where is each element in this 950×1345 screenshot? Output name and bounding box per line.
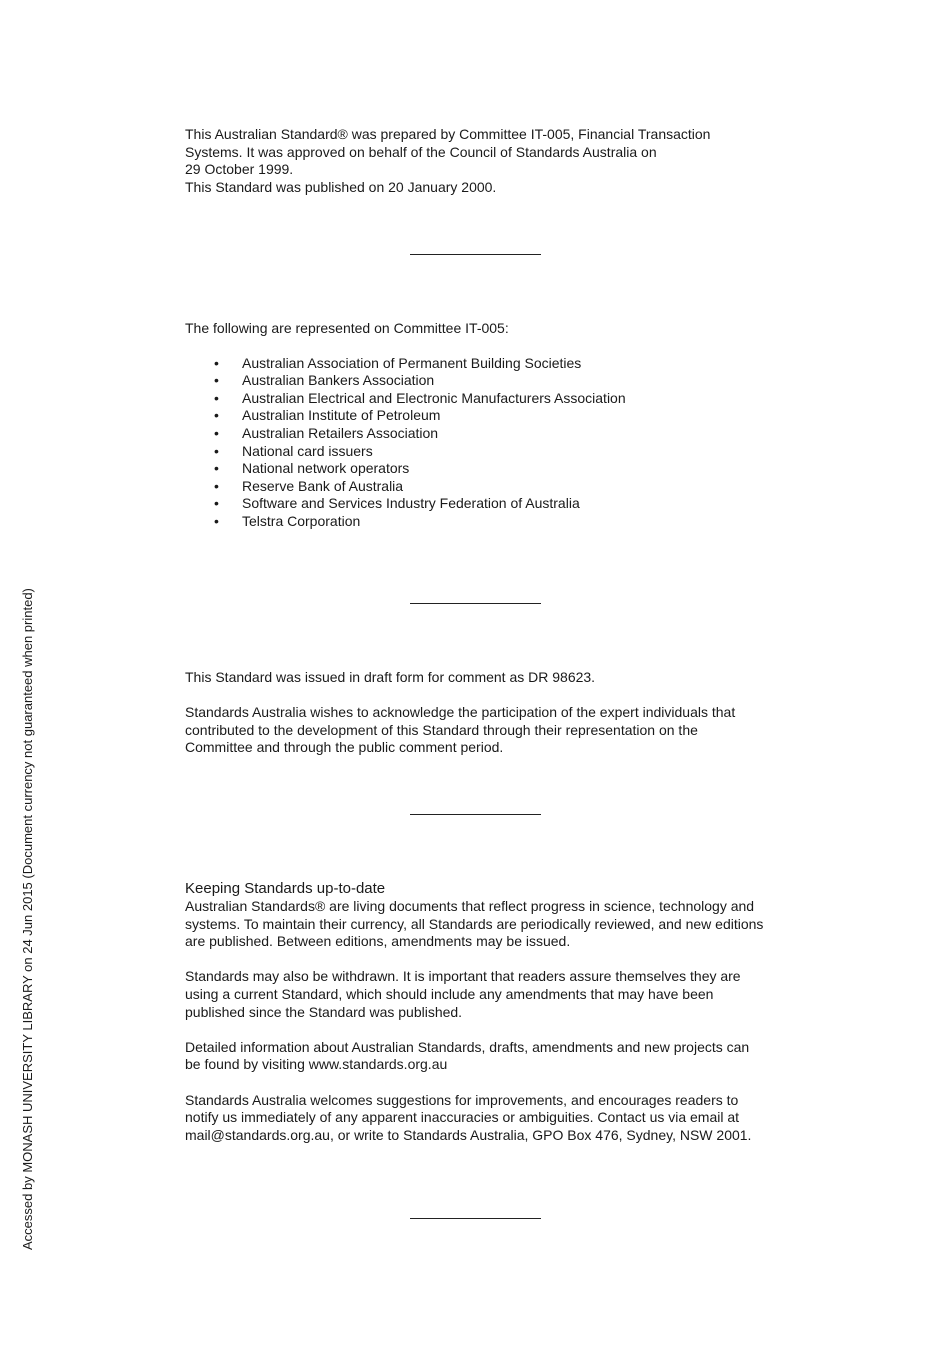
- member-name: National card issuers: [242, 442, 373, 459]
- access-watermark-note: Accessed by MONASH UNIVERSITY LIBRARY on 24 Jun 2015 (Document currency not guaranteed when printed): [20, 588, 35, 1250]
- list-item: [185, 460, 775, 478]
- list-item: [185, 355, 775, 373]
- member-name: Australian Association of Permanent Building Societies: [242, 354, 582, 371]
- list-item: [185, 513, 775, 531]
- paragraph-line: mail@standards.org.au, or write to Standards Australia, GPO Box 476, Sydney, NSW 2001.: [185, 1126, 752, 1143]
- bullet-icon: •: [214, 442, 219, 459]
- bullet-icon: •: [214, 424, 219, 441]
- list-item: [185, 407, 775, 425]
- acknowledgement-line: contributed to the development of this Standard through their representation on the: [185, 721, 698, 738]
- paragraph-line: published since the Standard was published.: [185, 1003, 463, 1020]
- bullet-icon: •: [214, 460, 219, 477]
- list-item: [185, 495, 775, 513]
- member-name: Telstra Corporation: [242, 512, 361, 529]
- acknowledgement-line: Standards Australia wishes to acknowledge the participation of the expert individuals that: [185, 704, 736, 721]
- list-item: [185, 425, 775, 443]
- paragraph-line: notify us immediately of any apparent inaccuracies or ambiguities. Contact us via email at: [185, 1109, 740, 1126]
- paragraph-line: systems. To maintain their currency, all Standards are periodically reviewed, and new editions: [185, 915, 764, 932]
- member-name: Australian Retailers Association: [242, 424, 439, 441]
- draft-line: This Standard was issued in draft form for comment as DR 98623.: [185, 669, 596, 685]
- approval-line: 29 October 1999.: [185, 161, 294, 178]
- divider-rule: [410, 603, 541, 604]
- acknowledgement-line: Committee and through the public comment period.: [185, 739, 504, 756]
- list-item: [185, 478, 775, 496]
- uptodate-block: [185, 880, 775, 1144]
- paragraph-line: using a current Standard, which should include any amendments that may have been: [185, 985, 714, 1002]
- member-name: Australian Electrical and Electronic Manufacturers Association: [242, 389, 626, 406]
- bullet-icon: •: [214, 407, 219, 424]
- divider-rule: [410, 254, 541, 255]
- committee-member-list: [185, 355, 775, 531]
- paragraph-line: Detailed information about Australian Standards, drafts, amendments and new projects can: [185, 1038, 750, 1055]
- approval-line: This Australian Standard® was prepared by Committee IT-005, Financial Transaction: [185, 126, 711, 142]
- bullet-icon: •: [214, 389, 219, 406]
- list-item: [185, 390, 775, 408]
- divider-rule: [410, 814, 541, 815]
- paragraph-line: be found by visiting www.standards.org.au: [185, 1056, 448, 1073]
- member-name: National network operators: [242, 460, 410, 477]
- divider-rule: [410, 1218, 541, 1219]
- paragraph-line: are published. Between editions, amendments may be issued.: [185, 933, 571, 950]
- committee-block: [185, 320, 775, 531]
- member-name: Australian Bankers Association: [242, 372, 435, 389]
- bullet-icon: •: [214, 512, 219, 529]
- approval-line: Systems. It was approved on behalf of the Council of Standards Australia on: [185, 143, 657, 160]
- paragraph-line: Standards may also be withdrawn. It is important that readers assure themselves they are: [185, 968, 741, 985]
- committee-intro: The following are represented on Committee IT-005:: [185, 320, 509, 336]
- member-name: Software and Services Industry Federation of Australia: [242, 495, 580, 512]
- bullet-icon: •: [214, 477, 219, 494]
- bullet-icon: •: [214, 372, 219, 389]
- published-line: This Standard was published on 20 January 2000.: [185, 178, 497, 195]
- paragraph-line: Australian Standards® are living documents that reflect progress in science, technology and: [185, 898, 755, 914]
- draft-block: [185, 669, 775, 757]
- paragraph-line: Standards Australia welcomes suggestions for improvements, and encourages readers to: [185, 1091, 739, 1108]
- member-name: Australian Institute of Petroleum: [242, 407, 441, 424]
- section-heading: Keeping Standards up-to-date: [185, 880, 386, 897]
- bullet-icon: •: [214, 354, 219, 371]
- list-item: [185, 443, 775, 461]
- list-item: [185, 372, 775, 390]
- approval-block: [185, 126, 775, 196]
- bullet-icon: •: [214, 495, 219, 512]
- member-name: Reserve Bank of Australia: [242, 477, 404, 494]
